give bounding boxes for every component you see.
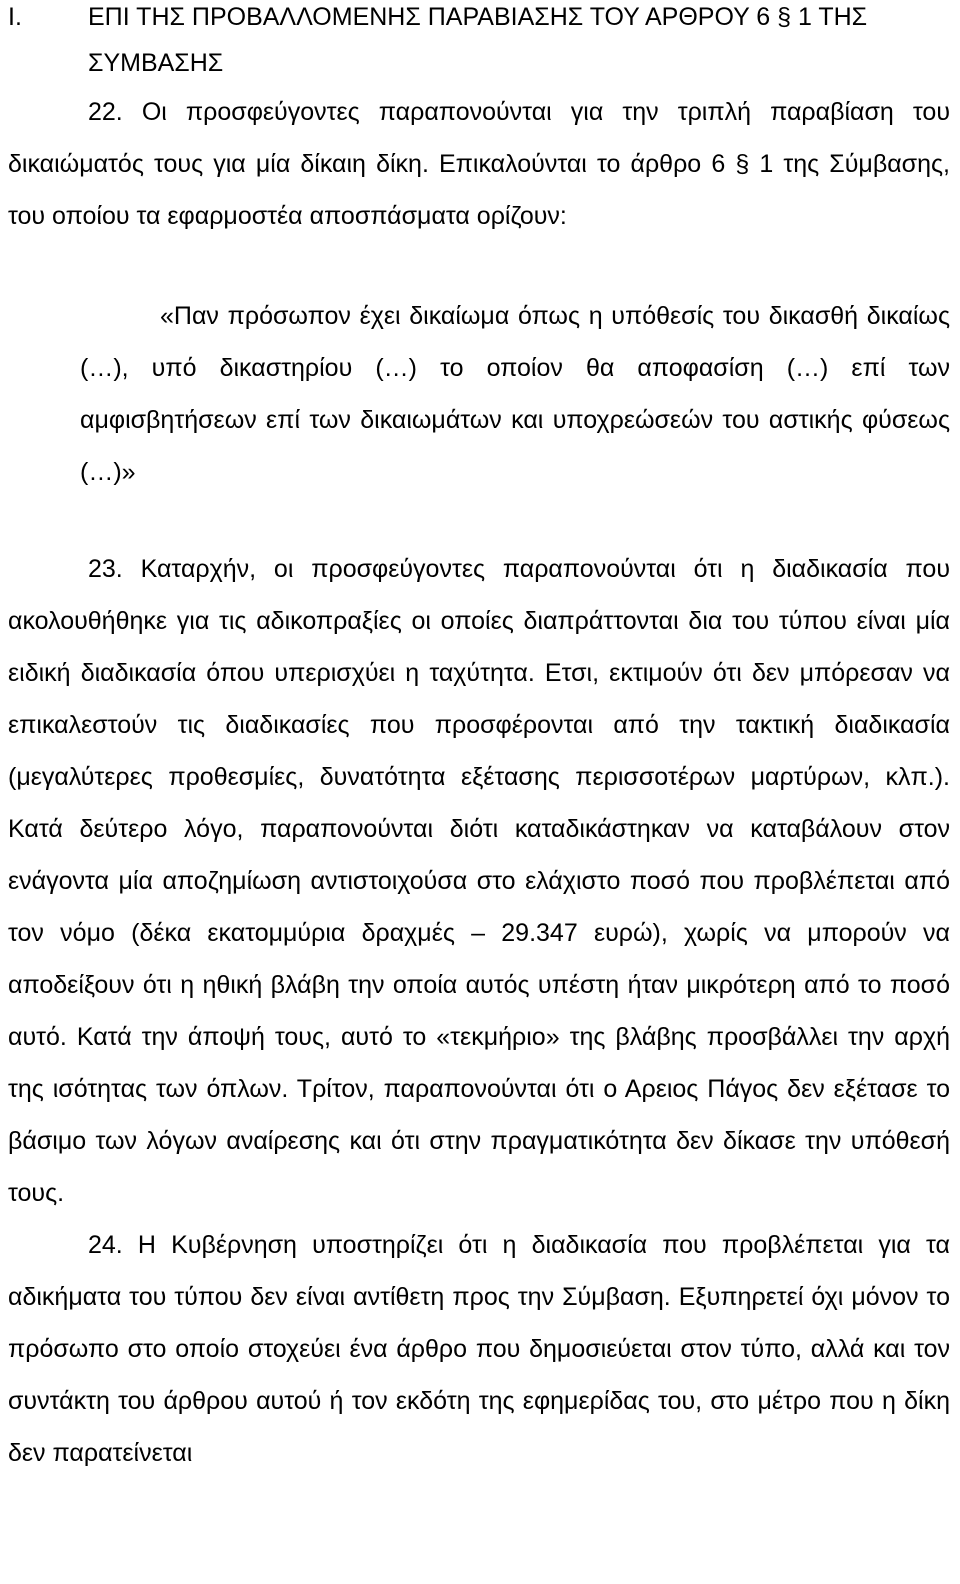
- paragraph-24: 24. Η Κυβέρνηση υποστηρίζει ότι η διαδικασία που προβλέπεται για τα αδικήματα του τύπου δεν είναι αντίθετη προς την Σύμβαση. Εξυπηρετεί όχι μόνον το πρόσωπο στο οποίο στοχεύει ένα άρθρο που δημοσιεύεται στον τύπο, αλλά και τον συντάκτη του άρθρου αυτού ή τον εκδότη της εφημερίδας του, στο μέτρο που η δίκη δεν παρατείνεται: [8, 1231, 950, 1467]
- section-title: ΕΠΙ ΤΗΣ ΠΡΟΒΑΛΛΟΜΕΝΗΣ ΠΑΡΑΒΙΑΣΗΣ ΤΟΥ ΑΡΘΡΟΥ 6 § 1 ΤΗΣ ΣΥΜΒΑΣΗΣ: [88, 3, 868, 77]
- paragraph-22: 22. Οι προσφεύγοντες παραπονούνται για την τριπλή παραβίαση του δικαιώματός τους για μία δίκαιη δίκη. Επικαλούνται το άρθρο 6 § 1 της Σύμβασης, του οποίου τα εφαρμοστέα αποσπάσματα ορίζουν:: [8, 98, 950, 230]
- section-number: I.: [8, 3, 22, 31]
- quotation-text: «Παν πρόσωπον έχει δικαίωμα όπως η υπόθεσίς του δικασθή δικαίως (…), υπό δικαστηρίου (…) το οποίον θα αποφασίση (…) επί των αμφισβητήσεων επί των δικαιωμάτων και υποχρεώσεών του αστικής φύσεως (…)»: [80, 302, 950, 486]
- paragraph-23: 23. Καταρχήν, οι προσφεύγοντες παραπονούνται ότι η διαδικασία που ακολουθήθηκε για τις αδικοπραξίες οι οποίες διαπράττονται δια του τύπου είναι μία ειδική διαδικασία όπου υπερισχύει η ταχύτητα. Ετσι, εκτιμούν ότι δεν μπόρεσαν να επικαλεστούν τις διαδικασίες που προσφέρονται από την τακτική διαδικασία (μεγαλύτερες προθεσμίες, δυνατότητα εξέτασης περισσοτέρων μαρτύρων, κλπ.). Κατά δεύτερο λόγο, παραπονούνται διότι καταδικάστηκαν να καταβάλουν στον ενάγοντα μία αποζημίωση αντιστοιχούσα στο ελάχιστο ποσό που προβλέπεται από τον νόμο (δέκα εκατομμύρια δραχμές – 29.347 ευρώ), χωρίς να μπορούν να αποδείξουν ότι η ηθική βλάβη την οποία αυτός υπέστη ήταν μικρότερη από το ποσό αυτό. Κατά την άποψή τους, αυτό το «τεκμήριο» της βλάβης προσβάλλει την αρχή της ισότητας των όπλων. Τρίτον, παραπονούνται ότι ο Αρειος Πάγος δεν εξέτασε το βάσιμο των λόγων αναίρεσης και ότι στην πραγματικότητα δεν δίκασε την υπόθεσή τους.: [8, 555, 950, 1207]
- section-heading: [8, 0, 950, 86]
- quotation-block: [8, 290, 950, 498]
